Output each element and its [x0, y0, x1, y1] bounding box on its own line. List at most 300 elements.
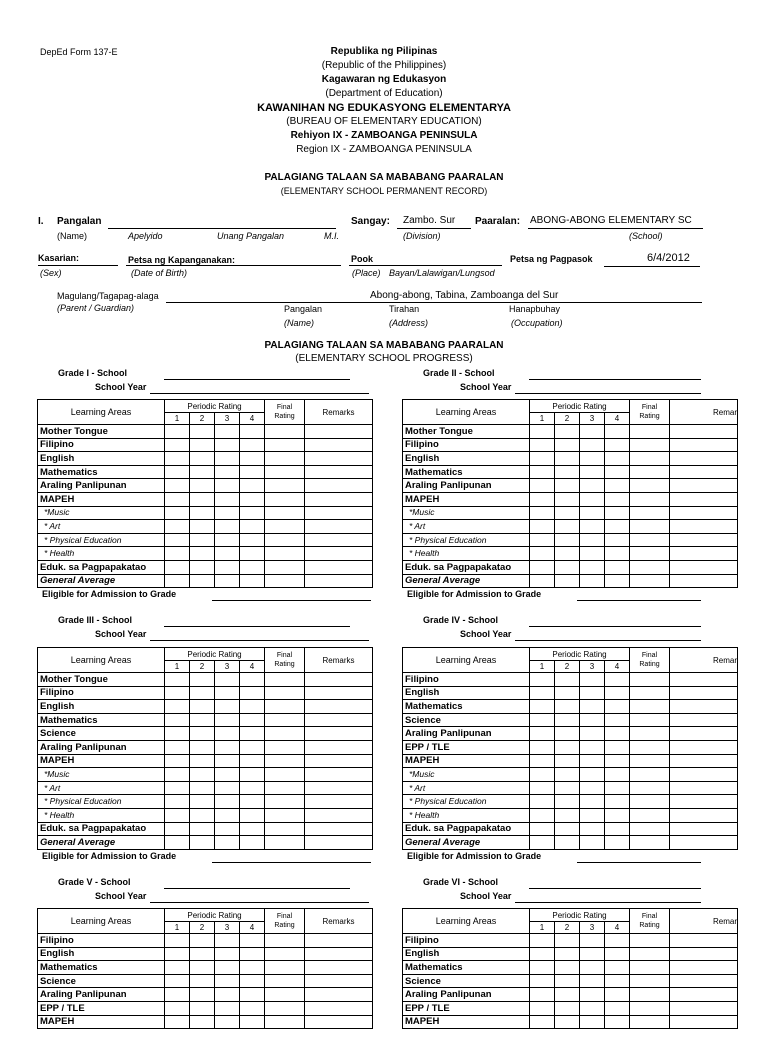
grade-cell[interactable] — [165, 768, 190, 782]
grade-cell[interactable] — [580, 781, 605, 795]
grade-cell[interactable] — [165, 836, 190, 850]
grade-cell[interactable] — [190, 492, 215, 506]
grade-cell[interactable] — [240, 754, 265, 768]
grade-cell[interactable] — [670, 560, 738, 574]
grade-cell[interactable] — [605, 713, 630, 727]
grade-cell[interactable] — [305, 808, 373, 822]
grade-cell[interactable] — [555, 1001, 580, 1015]
grade-cell[interactable] — [630, 533, 670, 547]
grade-cell[interactable] — [190, 988, 215, 1002]
grade-cell[interactable] — [305, 547, 373, 561]
grade-cell[interactable] — [555, 740, 580, 754]
grade-cell[interactable] — [670, 768, 738, 782]
grade-cell[interactable] — [630, 795, 670, 809]
grade-cell[interactable] — [265, 974, 305, 988]
grade-cell[interactable] — [190, 700, 215, 714]
grade-cell[interactable] — [630, 547, 670, 561]
grade-cell[interactable] — [555, 479, 580, 493]
grade-cell[interactable] — [670, 425, 738, 439]
grade-cell[interactable] — [670, 479, 738, 493]
grade-cell[interactable] — [240, 686, 265, 700]
grade-cell[interactable] — [305, 974, 373, 988]
school-year-line[interactable] — [150, 902, 369, 903]
grade-cell[interactable] — [165, 686, 190, 700]
grade-cell[interactable] — [670, 452, 738, 466]
grade-cell[interactable] — [605, 438, 630, 452]
grade-cell[interactable] — [530, 465, 555, 479]
grade-cell[interactable] — [555, 822, 580, 836]
grade-cell[interactable] — [580, 934, 605, 948]
grade-cell[interactable] — [580, 727, 605, 741]
grade-cell[interactable] — [165, 700, 190, 714]
grade-cell[interactable] — [605, 947, 630, 961]
grade-cell[interactable] — [580, 947, 605, 961]
grade-cell[interactable] — [190, 520, 215, 534]
grade-cell[interactable] — [190, 768, 215, 782]
grade-cell[interactable] — [530, 974, 555, 988]
grade-cell[interactable] — [190, 479, 215, 493]
grade-cell[interactable] — [190, 547, 215, 561]
grade-cell[interactable] — [670, 988, 738, 1002]
grade-cell[interactable] — [670, 700, 738, 714]
grade-cell[interactable] — [215, 452, 240, 466]
grade-cell[interactable] — [630, 947, 670, 961]
grade-cell[interactable] — [165, 1001, 190, 1015]
grade-cell[interactable] — [630, 768, 670, 782]
grade-cell[interactable] — [630, 673, 670, 687]
grade-cell[interactable] — [165, 795, 190, 809]
grade-cell[interactable] — [305, 754, 373, 768]
grade-cell[interactable] — [265, 1015, 305, 1029]
grade-cell[interactable] — [240, 479, 265, 493]
grade-cell[interactable] — [670, 438, 738, 452]
grade-cell[interactable] — [265, 673, 305, 687]
school-year-line[interactable] — [515, 902, 701, 903]
school-name-line[interactable] — [164, 379, 350, 380]
school-year-line[interactable] — [515, 393, 701, 394]
grade-cell[interactable] — [530, 686, 555, 700]
grade-cell[interactable] — [580, 574, 605, 588]
grade-cell[interactable] — [265, 520, 305, 534]
grade-cell[interactable] — [630, 425, 670, 439]
grade-cell[interactable] — [605, 795, 630, 809]
grade-cell[interactable] — [190, 533, 215, 547]
grade-cell[interactable] — [670, 974, 738, 988]
grade-cell[interactable] — [605, 1001, 630, 1015]
grade-cell[interactable] — [165, 479, 190, 493]
grade-cell[interactable] — [265, 808, 305, 822]
grade-cell[interactable] — [530, 822, 555, 836]
grade-cell[interactable] — [305, 727, 373, 741]
grade-cell[interactable] — [530, 934, 555, 948]
grade-cell[interactable] — [240, 822, 265, 836]
grade-cell[interactable] — [555, 795, 580, 809]
grade-cell[interactable] — [555, 961, 580, 975]
grade-cell[interactable] — [555, 727, 580, 741]
grade-cell[interactable] — [580, 506, 605, 520]
grade-cell[interactable] — [265, 768, 305, 782]
grade-cell[interactable] — [555, 492, 580, 506]
grade-cell[interactable] — [265, 961, 305, 975]
grade-cell[interactable] — [305, 520, 373, 534]
grade-cell[interactable] — [190, 1001, 215, 1015]
grade-cell[interactable] — [305, 452, 373, 466]
grade-cell[interactable] — [630, 808, 670, 822]
grade-cell[interactable] — [530, 533, 555, 547]
grade-cell[interactable] — [165, 574, 190, 588]
grade-cell[interactable] — [190, 686, 215, 700]
grade-cell[interactable] — [165, 492, 190, 506]
grade-cell[interactable] — [555, 947, 580, 961]
grade-cell[interactable] — [240, 520, 265, 534]
grade-cell[interactable] — [240, 1001, 265, 1015]
school-name-line[interactable] — [164, 888, 350, 889]
grade-cell[interactable] — [265, 795, 305, 809]
grade-cell[interactable] — [190, 934, 215, 948]
grade-cell[interactable] — [305, 836, 373, 850]
grade-cell[interactable] — [215, 673, 240, 687]
grade-cell[interactable] — [305, 947, 373, 961]
grade-cell[interactable] — [215, 506, 240, 520]
school-year-line[interactable] — [150, 393, 369, 394]
grade-cell[interactable] — [605, 961, 630, 975]
grade-cell[interactable] — [165, 520, 190, 534]
grade-cell[interactable] — [670, 836, 738, 850]
grade-cell[interactable] — [190, 836, 215, 850]
grade-cell[interactable] — [240, 452, 265, 466]
grade-cell[interactable] — [530, 452, 555, 466]
grade-cell[interactable] — [190, 574, 215, 588]
grade-cell[interactable] — [530, 1001, 555, 1015]
grade-cell[interactable] — [580, 988, 605, 1002]
grade-cell[interactable] — [605, 533, 630, 547]
grade-cell[interactable] — [630, 961, 670, 975]
grade-cell[interactable] — [305, 740, 373, 754]
grade-cell[interactable] — [605, 988, 630, 1002]
grade-cell[interactable] — [215, 492, 240, 506]
grade-cell[interactable] — [670, 795, 738, 809]
grade-cell[interactable] — [240, 713, 265, 727]
grade-cell[interactable] — [265, 740, 305, 754]
grade-cell[interactable] — [530, 438, 555, 452]
school-name-line[interactable] — [529, 888, 701, 889]
grade-cell[interactable] — [165, 754, 190, 768]
grade-cell[interactable] — [605, 686, 630, 700]
grade-cell[interactable] — [305, 795, 373, 809]
grade-cell[interactable] — [530, 727, 555, 741]
grade-cell[interactable] — [530, 492, 555, 506]
grade-cell[interactable] — [190, 452, 215, 466]
grade-cell[interactable] — [165, 533, 190, 547]
grade-cell[interactable] — [580, 452, 605, 466]
grade-cell[interactable] — [530, 1015, 555, 1029]
grade-cell[interactable] — [555, 438, 580, 452]
grade-cell[interactable] — [670, 465, 738, 479]
grade-cell[interactable] — [265, 574, 305, 588]
grade-cell[interactable] — [630, 781, 670, 795]
grade-cell[interactable] — [580, 836, 605, 850]
grade-cell[interactable] — [555, 547, 580, 561]
grade-cell[interactable] — [190, 754, 215, 768]
grade-cell[interactable] — [165, 465, 190, 479]
grade-cell[interactable] — [305, 1015, 373, 1029]
grade-cell[interactable] — [215, 836, 240, 850]
grade-cell[interactable] — [165, 934, 190, 948]
grade-cell[interactable] — [555, 700, 580, 714]
grade-cell[interactable] — [555, 520, 580, 534]
grade-cell[interactable] — [555, 452, 580, 466]
grade-cell[interactable] — [530, 808, 555, 822]
grade-cell[interactable] — [630, 700, 670, 714]
grade-cell[interactable] — [530, 740, 555, 754]
grade-cell[interactable] — [240, 700, 265, 714]
grade-cell[interactable] — [190, 560, 215, 574]
grade-cell[interactable] — [580, 560, 605, 574]
grade-cell[interactable] — [265, 479, 305, 493]
grade-cell[interactable] — [670, 506, 738, 520]
grade-cell[interactable] — [605, 781, 630, 795]
grade-cell[interactable] — [605, 934, 630, 948]
grade-cell[interactable] — [215, 795, 240, 809]
grade-cell[interactable] — [555, 425, 580, 439]
grade-cell[interactable] — [605, 822, 630, 836]
grade-cell[interactable] — [580, 822, 605, 836]
grade-cell[interactable] — [265, 533, 305, 547]
grade-cell[interactable] — [630, 560, 670, 574]
grade-cell[interactable] — [605, 520, 630, 534]
grade-cell[interactable] — [555, 673, 580, 687]
grade-cell[interactable] — [555, 974, 580, 988]
grade-cell[interactable] — [215, 934, 240, 948]
grade-cell[interactable] — [670, 520, 738, 534]
grade-cell[interactable] — [630, 438, 670, 452]
grade-cell[interactable] — [580, 740, 605, 754]
grade-cell[interactable] — [305, 465, 373, 479]
grade-cell[interactable] — [240, 988, 265, 1002]
grade-cell[interactable] — [305, 988, 373, 1002]
grade-cell[interactable] — [240, 727, 265, 741]
grade-cell[interactable] — [670, 754, 738, 768]
grade-cell[interactable] — [630, 754, 670, 768]
grade-cell[interactable] — [630, 520, 670, 534]
grade-cell[interactable] — [605, 560, 630, 574]
grade-cell[interactable] — [240, 547, 265, 561]
grade-cell[interactable] — [305, 425, 373, 439]
grade-cell[interactable] — [670, 947, 738, 961]
grade-cell[interactable] — [240, 533, 265, 547]
grade-cell[interactable] — [165, 822, 190, 836]
grade-cell[interactable] — [190, 673, 215, 687]
grade-cell[interactable] — [605, 700, 630, 714]
grade-cell[interactable] — [265, 506, 305, 520]
grade-cell[interactable] — [165, 673, 190, 687]
grade-cell[interactable] — [265, 934, 305, 948]
grade-cell[interactable] — [165, 1015, 190, 1029]
grade-cell[interactable] — [215, 425, 240, 439]
grade-cell[interactable] — [580, 713, 605, 727]
grade-cell[interactable] — [190, 947, 215, 961]
grade-cell[interactable] — [240, 560, 265, 574]
grade-cell[interactable] — [165, 560, 190, 574]
grade-cell[interactable] — [630, 574, 670, 588]
grade-cell[interactable] — [605, 768, 630, 782]
grade-cell[interactable] — [580, 795, 605, 809]
grade-cell[interactable] — [530, 781, 555, 795]
grade-cell[interactable] — [670, 533, 738, 547]
grade-cell[interactable] — [605, 1015, 630, 1029]
grade-cell[interactable] — [580, 974, 605, 988]
grade-cell[interactable] — [215, 547, 240, 561]
grade-cell[interactable] — [215, 781, 240, 795]
grade-cell[interactable] — [555, 754, 580, 768]
grade-cell[interactable] — [555, 560, 580, 574]
grade-cell[interactable] — [215, 961, 240, 975]
grade-cell[interactable] — [530, 547, 555, 561]
grade-cell[interactable] — [265, 836, 305, 850]
grade-cell[interactable] — [190, 425, 215, 439]
grade-cell[interactable] — [240, 934, 265, 948]
grade-cell[interactable] — [580, 492, 605, 506]
grade-cell[interactable] — [670, 713, 738, 727]
grade-cell[interactable] — [215, 727, 240, 741]
grade-cell[interactable] — [670, 808, 738, 822]
grade-cell[interactable] — [305, 673, 373, 687]
grade-cell[interactable] — [215, 1015, 240, 1029]
grade-cell[interactable] — [305, 479, 373, 493]
grade-cell[interactable] — [555, 574, 580, 588]
grade-cell[interactable] — [265, 686, 305, 700]
grade-cell[interactable] — [530, 754, 555, 768]
grade-cell[interactable] — [530, 520, 555, 534]
grade-cell[interactable] — [240, 506, 265, 520]
grade-cell[interactable] — [630, 727, 670, 741]
grade-cell[interactable] — [530, 795, 555, 809]
grade-cell[interactable] — [605, 547, 630, 561]
grade-cell[interactable] — [215, 974, 240, 988]
grade-cell[interactable] — [630, 686, 670, 700]
grade-cell[interactable] — [190, 438, 215, 452]
grade-cell[interactable] — [215, 988, 240, 1002]
grade-cell[interactable] — [530, 700, 555, 714]
eligible-line[interactable] — [212, 862, 371, 863]
grade-cell[interactable] — [580, 673, 605, 687]
grade-cell[interactable] — [605, 425, 630, 439]
grade-cell[interactable] — [605, 836, 630, 850]
grade-cell[interactable] — [305, 934, 373, 948]
grade-cell[interactable] — [240, 574, 265, 588]
grade-cell[interactable] — [215, 574, 240, 588]
grade-cell[interactable] — [265, 713, 305, 727]
grade-cell[interactable] — [530, 961, 555, 975]
grade-cell[interactable] — [305, 686, 373, 700]
grade-cell[interactable] — [530, 479, 555, 493]
eligible-line[interactable] — [577, 862, 701, 863]
grade-cell[interactable] — [215, 740, 240, 754]
grade-cell[interactable] — [240, 768, 265, 782]
grade-cell[interactable] — [215, 465, 240, 479]
grade-cell[interactable] — [670, 727, 738, 741]
grade-cell[interactable] — [530, 506, 555, 520]
grade-cell[interactable] — [240, 836, 265, 850]
grade-cell[interactable] — [215, 1001, 240, 1015]
grade-cell[interactable] — [215, 768, 240, 782]
grade-cell[interactable] — [305, 700, 373, 714]
grade-cell[interactable] — [215, 700, 240, 714]
grade-cell[interactable] — [580, 808, 605, 822]
grade-cell[interactable] — [580, 547, 605, 561]
grade-cell[interactable] — [265, 425, 305, 439]
school-year-line[interactable] — [515, 640, 701, 641]
grade-cell[interactable] — [265, 822, 305, 836]
grade-cell[interactable] — [165, 713, 190, 727]
grade-cell[interactable] — [530, 988, 555, 1002]
grade-cell[interactable] — [240, 492, 265, 506]
grade-cell[interactable] — [530, 713, 555, 727]
grade-cell[interactable] — [215, 754, 240, 768]
grade-cell[interactable] — [605, 727, 630, 741]
grade-cell[interactable] — [670, 934, 738, 948]
grade-cell[interactable] — [670, 1015, 738, 1029]
grade-cell[interactable] — [265, 465, 305, 479]
grade-cell[interactable] — [630, 452, 670, 466]
grade-cell[interactable] — [580, 700, 605, 714]
grade-cell[interactable] — [630, 822, 670, 836]
grade-cell[interactable] — [555, 768, 580, 782]
grade-cell[interactable] — [190, 727, 215, 741]
grade-cell[interactable] — [530, 425, 555, 439]
grade-cell[interactable] — [305, 492, 373, 506]
grade-cell[interactable] — [670, 673, 738, 687]
grade-cell[interactable] — [670, 686, 738, 700]
grade-cell[interactable] — [190, 781, 215, 795]
grade-cell[interactable] — [265, 781, 305, 795]
grade-cell[interactable] — [215, 533, 240, 547]
grade-cell[interactable] — [165, 974, 190, 988]
grade-cell[interactable] — [240, 947, 265, 961]
grade-cell[interactable] — [165, 781, 190, 795]
grade-cell[interactable] — [580, 533, 605, 547]
grade-cell[interactable] — [165, 740, 190, 754]
grade-cell[interactable] — [530, 673, 555, 687]
grade-cell[interactable] — [190, 713, 215, 727]
grade-cell[interactable] — [580, 479, 605, 493]
grade-cell[interactable] — [580, 465, 605, 479]
grade-cell[interactable] — [555, 465, 580, 479]
grade-cell[interactable] — [605, 452, 630, 466]
grade-cell[interactable] — [630, 740, 670, 754]
grade-cell[interactable] — [605, 506, 630, 520]
grade-cell[interactable] — [530, 836, 555, 850]
grade-cell[interactable] — [530, 574, 555, 588]
grade-cell[interactable] — [630, 934, 670, 948]
grade-cell[interactable] — [215, 438, 240, 452]
school-name-line[interactable] — [164, 626, 350, 627]
grade-cell[interactable] — [305, 506, 373, 520]
grade-cell[interactable] — [165, 947, 190, 961]
grade-cell[interactable] — [265, 547, 305, 561]
grade-cell[interactable] — [580, 768, 605, 782]
grade-cell[interactable] — [190, 974, 215, 988]
grade-cell[interactable] — [240, 808, 265, 822]
grade-cell[interactable] — [265, 492, 305, 506]
grade-cell[interactable] — [670, 961, 738, 975]
grade-cell[interactable] — [305, 768, 373, 782]
grade-cell[interactable] — [165, 961, 190, 975]
grade-cell[interactable] — [530, 768, 555, 782]
grade-cell[interactable] — [240, 1015, 265, 1029]
grade-cell[interactable] — [580, 754, 605, 768]
grade-cell[interactable] — [555, 988, 580, 1002]
